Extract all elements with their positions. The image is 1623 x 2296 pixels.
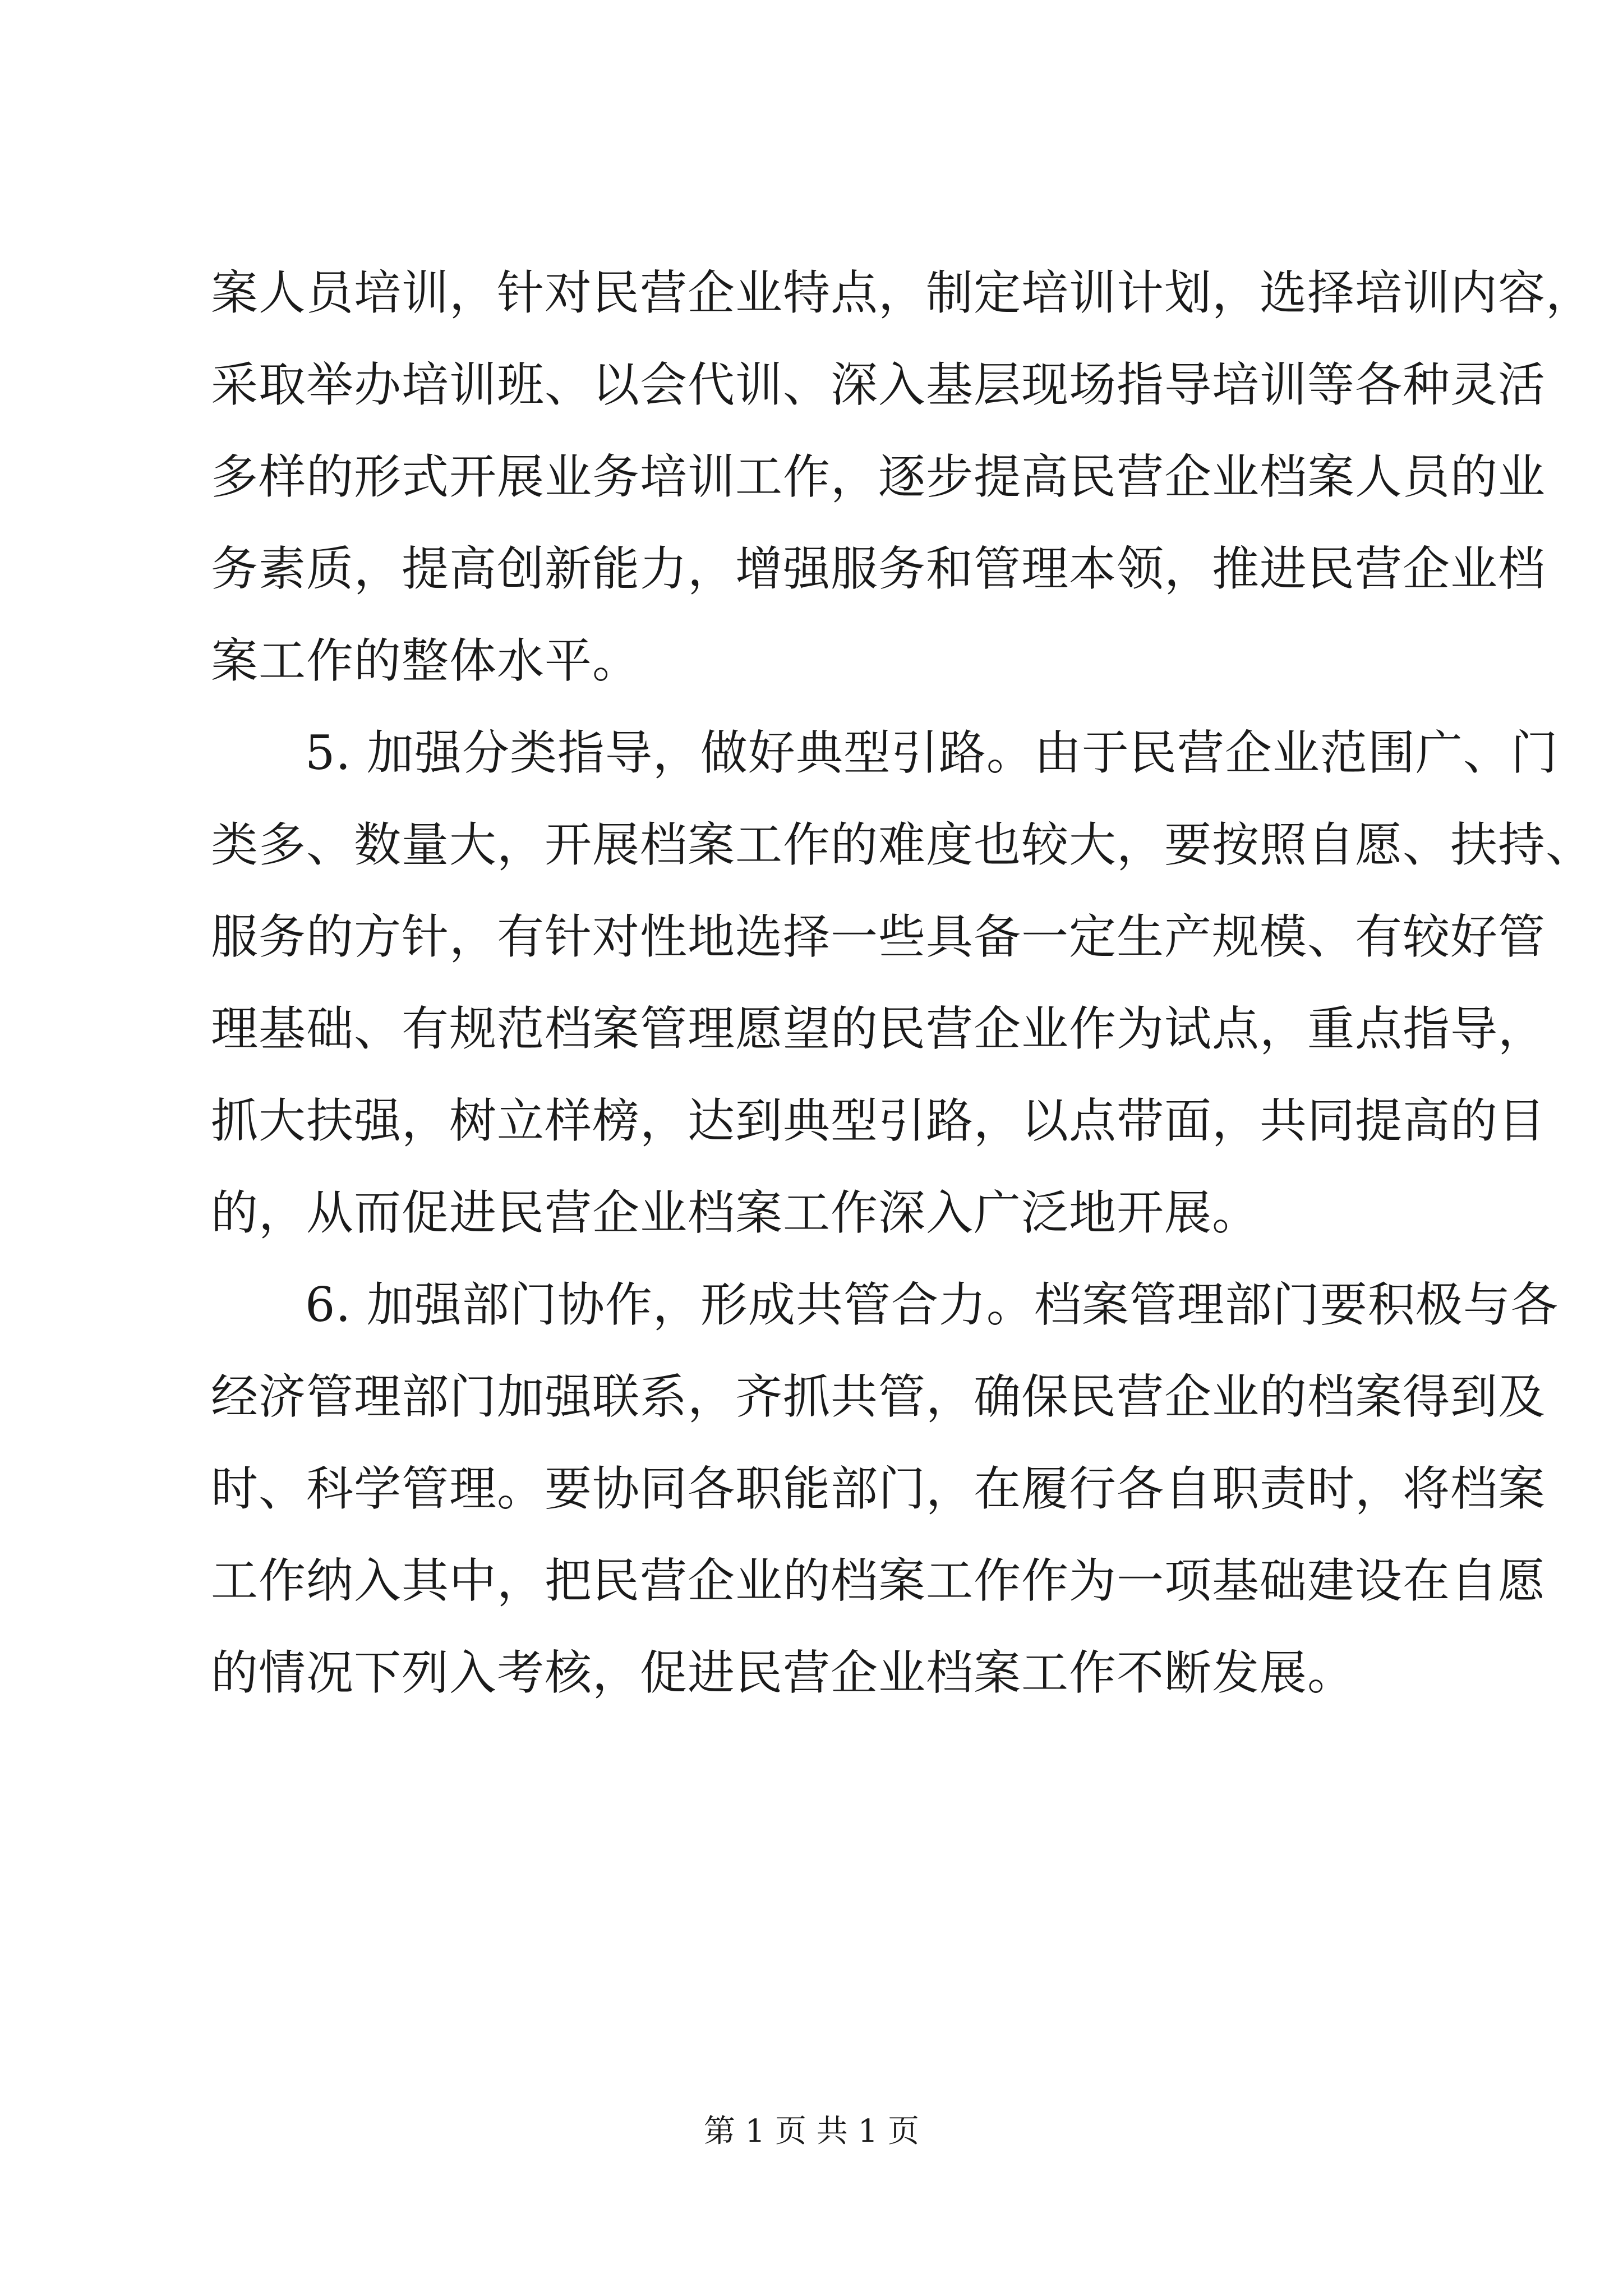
paragraph-item-5: [211, 707, 1594, 1259]
paragraph-item-6: [211, 1259, 1559, 1719]
page-number-footer: 第 1 页 共 1 页: [703, 2113, 920, 2150]
text-line: 经济管理部门加强联系，齐抓共管，确保民营企业的档案得到及: [211, 1369, 1546, 1424]
text-line: 抓大扶强，树立样榜，达到典型引路，以点带面，共同提高的目: [211, 1093, 1546, 1148]
text-line: 采取举办培训班、以会代训、深入基层现场指导培训等各种灵活: [211, 357, 1546, 412]
text-line: 案人员培训，针对民营企业特点，制定培训计划，选择培训内容，: [211, 265, 1594, 320]
text-line: 案工作的整体水平。: [211, 633, 640, 688]
text-line: 服务的方针，有针对性地选择一些具备一定生产规模、有较好管: [211, 909, 1546, 964]
paragraph-training: [211, 247, 1594, 707]
document-body: [211, 247, 1594, 1719]
text-line: 的，从而促进民营企业档案工作深入广泛地开展。: [211, 1185, 1260, 1240]
text-line: 6. 加强部门协作，形成共管合力。档案管理部门要积极与各: [305, 1277, 1559, 1332]
text-line: 务素质，提高创新能力，增强服务和管理本领，推进民营企业档: [211, 541, 1546, 596]
text-line: 理基础、有规范档案管理愿望的民营企业作为试点，重点指导，: [211, 1001, 1546, 1056]
text-line: 工作纳入其中，把民营企业的档案工作作为一项基础建设在自愿: [211, 1553, 1546, 1608]
text-line: 类多、数量大，开展档案工作的难度也较大，要按照自愿、扶持、: [211, 817, 1594, 872]
text-line: 多样的形式开展业务培训工作，逐步提高民营企业档案人员的业: [211, 449, 1546, 504]
text-line: 5. 加强分类指导，做好典型引路。由于民营企业范围广、门: [305, 725, 1559, 780]
text-line: 时、科学管理。要协同各职能部门，在履行各自职责时，将档案: [211, 1461, 1546, 1516]
text-line: 的情况下列入考核，促进民营企业档案工作不断发展。: [211, 1645, 1355, 1700]
